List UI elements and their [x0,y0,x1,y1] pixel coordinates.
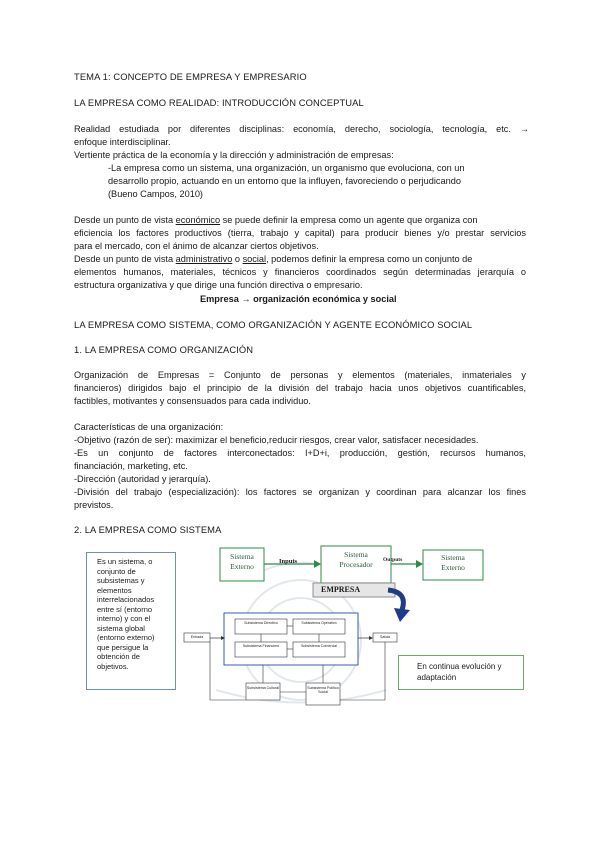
intro-paragraph-line: enfoque interdisciplinar. [74,137,171,147]
subsystem-financiero-label: Subsistema Financiero [242,644,280,648]
subsystem-politico-social-label: Subsistema Político Social [307,686,339,695]
section-heading-system: LA EMPRESA COMO SISTEMA, COMO ORGANIZACIÓN Y AGENTE ECONÓMICO SOCIAL [74,319,473,330]
social-keyword: social [242,254,267,264]
org-characteristic: previstos. [74,500,114,510]
salida-label: Salida [380,635,390,639]
quote-line: -La empresa como un sistema, una organización, un organismo que evoluciona, con un [108,163,465,173]
system-heading: 2. LA EMPRESA COMO SISTEMA [74,524,222,535]
evolution-note-box [398,655,524,690]
org-characteristics-title: Características de una organización: [74,422,224,432]
org-characteristic: -Dirección (autoridad y jerarquía). [74,474,211,484]
org-heading: 1. LA EMPRESA COMO ORGANIZACIÓN [74,344,254,355]
document-title: TEMA 1: CONCEPTO DE EMPRESA Y EMPRESARIO [74,71,307,82]
evolution-note-text: En continua evolución y adaptación [417,662,502,682]
administrative-view-line: estructura organizativa y que dirige una función directiva o empresario. [74,280,363,290]
empresa-label: EMPRESA [321,585,361,594]
org-characteristic: -División del trabajo (especialización): los factores se organizan y coordinan para alcanzar los fines [74,487,526,497]
intro-paragraph-line: Vertiente práctica de la economía y la dirección y administración de empresas: [74,150,394,160]
entrada-label: Entrada [190,635,204,639]
org-definition-line: Organización de Empresas = Conjunto de personas y elementos (materiales, inmateriales y [74,370,526,380]
empresa-summary: Empresa → organización económica y social [200,294,397,304]
quote-line: desarrollo propio, actuando en un entorno que la influyen, favoreciendo o perjudicando [108,176,461,186]
section-heading-intro: LA EMPRESA COMO REALIDAD: INTRODUCCIÓN CONCEPTUAL [74,97,364,108]
administrative-view-line: elementos humanos, materiales, técnicos y financieros coordinados según determinadas jerarquía o [74,267,526,277]
org-definition-line: factibles, motivantes y consensuados para cada individuo. [74,396,311,406]
processor-system-label: Sistema Procesador [339,550,373,569]
system-note-box [86,552,176,690]
org-characteristic: -Objetivo (razón de ser): maximizar el beneficio,reducir riesgos, crear valor, satisfacer necesidades. [74,435,479,445]
administrative-view-line: Desde un punto de vista administrativo o social, podemos definir la empresa como un conjunto de [74,254,473,264]
subsystem-directivo-label: Subsistema Directivo [244,621,278,625]
inputs-label: Inputs [279,558,298,565]
economic-view-line: eficiencia los factores productivos (tierra, trabajo y capital) para producir bienes y/o prestar servicios [74,228,526,238]
economic-view-line: para el mercado, con el ánimo de alcanzar ciertos objetivos. [74,241,319,251]
subsystem-comercial-label: Subsistema Comercial [301,644,337,648]
external-system-left-label: Sistema Externo [230,552,254,571]
external-system-right-label: Sistema Externo [441,553,465,572]
org-characteristic: -Es un conjunto de factores interconectados: I+D+i, producción, gestión, recursos humanos, [74,448,526,458]
economic-view-line: Desde un punto de vista económico se puede definir la empresa como un agente que organiza con [74,215,478,225]
system-note-text: Es un sistema, o conjunto de subsistemas y elementos interrelacionados entre sí (entorno interno) y con el sistema global (entorno externo) que persigue la obtención de objetivos. [97,557,155,671]
subsystem-operativo-label: Subsistema Operativo [301,621,337,625]
intro-paragraph-line: Realidad estudiada por diferentes disciplinas: economía, derecho, sociología, tecnología, etc. → [74,124,529,134]
administrative-keyword: administrativo [175,254,233,264]
subsystem-cultural-label: Subsistema Cultural [246,686,280,690]
economic-keyword: económico [175,215,221,225]
quote-citation: (Bueno Campos, 2010) [108,189,203,199]
org-definition-line: financieros) dirigidos bajo el principio de la división del trabajo hacia unos objetivos cuantificables, [74,383,526,393]
outputs-label: Outputs [383,557,403,563]
org-characteristic: financiación, marketing, etc. [74,461,188,471]
